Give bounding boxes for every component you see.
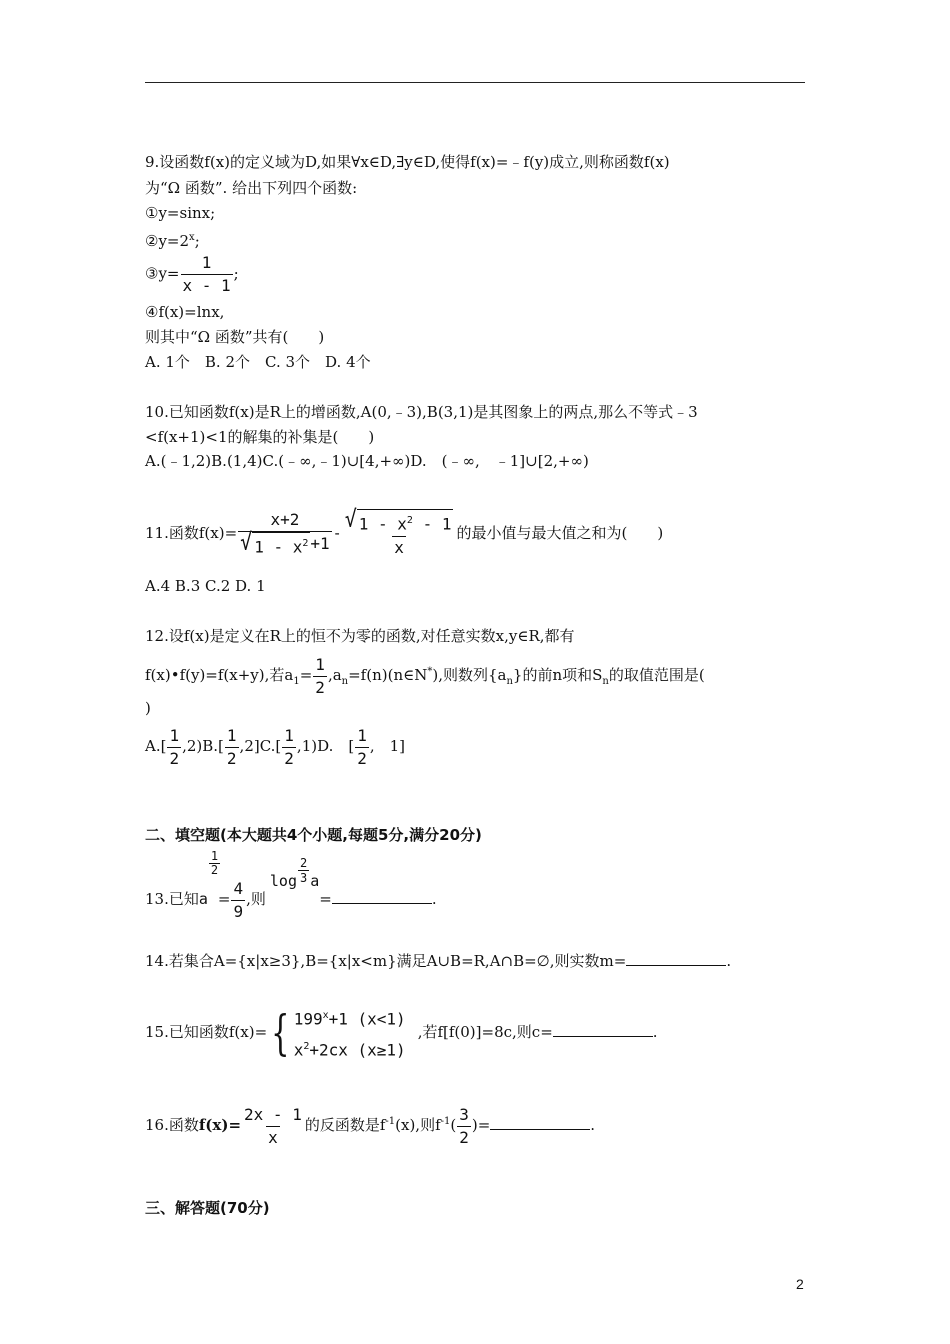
q15-case2-pre: x (293, 1040, 304, 1060)
q12-mid4: }的前n项和S (512, 666, 603, 684)
q16-den: x (268, 1127, 278, 1147)
frac-num: 1 (357, 725, 367, 745)
q12-post: 的取值范围是( (608, 666, 705, 684)
page-number: 2 (796, 1276, 804, 1292)
q12-line1: 12.设f(x)是定义在R上的恒不为零的函数,对任意实数x,y∈R,都有 (145, 627, 575, 645)
q11-frac2-num-post: - 1 (412, 514, 452, 534)
frac-den: 2 (226, 748, 237, 768)
q14-text: 14.若集合A={x|x≥3},B={x|x<m}满足A∪B=R,A∩B=∅,则实数m= (145, 952, 627, 970)
q13-exp-num: 1 (210, 849, 219, 863)
q13-eq: = (217, 890, 231, 908)
q13-log-base-den: 3 (299, 871, 308, 885)
q16-arg-den: 2 (459, 1127, 469, 1147)
q12-eq: = (299, 666, 313, 684)
sqrt-sign: √ $1 - x^2 - 1$ (344, 505, 452, 534)
frac-den: 2 (169, 748, 180, 768)
header-rule (145, 82, 805, 83)
q11-options: A.4 B.3 C.2 D. 1 (145, 577, 266, 595)
q9-item3-post: ; (233, 264, 239, 283)
q16-end: . (590, 1116, 596, 1134)
q12-opt-b-frac (225, 725, 239, 770)
q14-answer-blank[interactable] (626, 949, 726, 966)
q15-post: ,若f[f(0)]=8c,则c= (417, 1023, 553, 1041)
q9-item2-pre: ②y=2 (145, 232, 190, 250)
q11-frac1-radicand: 1 - x (254, 537, 303, 557)
q11-frac1-denominator (238, 528, 332, 558)
q13-line (145, 849, 437, 924)
frac-den: 2 (357, 748, 367, 768)
q9-options: A. 1个 B. 2个 C. 3个 D. 4个 (145, 353, 371, 371)
q13-exponent (209, 850, 220, 877)
q9-item3-fraction (181, 252, 233, 297)
q12-sub1: 1 (293, 676, 300, 687)
q15-case1-post: +1 (x<1) (328, 1009, 406, 1028)
q13-then: ,则 (246, 890, 266, 908)
q12-opt-c-post: ,1)D. [ (296, 737, 355, 755)
q16-arg-fraction (457, 1104, 471, 1149)
q12-line3: ) (145, 699, 151, 717)
q13-answer-blank[interactable] (332, 887, 432, 904)
q12-opt-c-frac (282, 725, 296, 770)
q13-val-den: 9 (233, 901, 244, 921)
q14-line (145, 949, 731, 971)
q14-end: . (726, 952, 732, 970)
sqrt-sign: √ $1 - x^2$ (240, 528, 309, 557)
q12-opt-a-post: ,2)B.[ (182, 737, 224, 755)
q15-end: . (652, 1023, 658, 1041)
q12-opt-d-frac (355, 725, 369, 770)
q12-opt-d-post: , 1] (369, 737, 406, 755)
q12-subn2: n (506, 676, 513, 687)
q12-mid3: ),则数列{a (432, 666, 507, 684)
q13-end: . (431, 890, 437, 908)
q12-line2 (145, 650, 705, 704)
q11-line (145, 505, 664, 559)
q15-cases (294, 1002, 406, 1065)
q9-item3-denominator: x - 1 (182, 276, 231, 295)
q12-options (145, 724, 405, 770)
q15-case1-exp: x (322, 1009, 329, 1021)
q9-line2: 为“Ω 函数”. 给出下列四个函数: (145, 179, 358, 197)
q12-opt-b-post: ,2]C.[ (239, 737, 282, 755)
q11-fraction2 (343, 505, 456, 558)
q15-line (145, 1000, 658, 1064)
q9-item2-exp: x (189, 232, 195, 243)
q12-opt-a-pre: A.[ (145, 737, 167, 755)
q11-frac2-numerator (343, 505, 456, 535)
q9-item2-post: ; (194, 232, 200, 250)
q16-function: f(x)= (198, 1116, 242, 1134)
q12-star: * (427, 666, 433, 677)
q10-options: A.(﹣1,2)B.(1,4)C.(﹣∞,﹣1)∪[4,+∞)D. (﹣∞, ﹣1]∪[2,+∞) (145, 452, 589, 470)
q9-item2 (145, 228, 200, 251)
q16-inverse-sup2: -1 (440, 1116, 451, 1127)
q16-answer-blank[interactable] (490, 1113, 590, 1130)
q16-mid2: (x),则f (395, 1116, 441, 1134)
q12-line2-pre: f(x)•f(y)=f(x+y),若a (145, 666, 294, 684)
q11-fraction1 (238, 509, 332, 558)
section3-heading: 三、解答题(70分) (145, 1199, 270, 1217)
q13-power (198, 849, 219, 924)
q11-pre: 11.函数f(x)= (145, 524, 238, 542)
q16-inverse-sup1: -1 (385, 1116, 396, 1127)
q11-post: 的最小值与最大值之和为( ) (456, 524, 664, 542)
q16-pre: 16.函数 (145, 1116, 199, 1134)
q12-mid2: =f(n)(n∈N (348, 666, 428, 684)
q11-frac1-exp: 2 (302, 538, 309, 550)
q12-half-den: 2 (315, 677, 325, 697)
q13-val-num: 4 (233, 878, 244, 898)
q13-log-base-num: 2 (299, 856, 308, 870)
q13-value-frac (231, 878, 245, 923)
q10-line2: <f(x+1)<1的解集的补集是( ) (145, 428, 375, 446)
q16-fraction (242, 1104, 304, 1149)
q15-answer-blank[interactable] (553, 1020, 653, 1037)
frac-num: 1 (284, 725, 294, 745)
q16-mid: 的反函数是f (304, 1116, 386, 1134)
q13-log-base (298, 856, 309, 885)
q12-half-fraction (313, 654, 327, 699)
q13-log-arg: a (310, 872, 320, 890)
q11-frac1-den-post: +1 (310, 534, 330, 554)
q13-post-eq: = (319, 890, 332, 908)
q13-base: a (198, 890, 208, 908)
q12-subn: n (341, 676, 349, 687)
q15-case1 (294, 1002, 406, 1033)
q12-subn3: n (602, 676, 609, 687)
q13-pre: 13.已知 (145, 890, 199, 908)
q16-post: )= (471, 1116, 491, 1134)
frac-num: 1 (169, 725, 180, 745)
q15-case2 (294, 1033, 406, 1064)
q9-line1: 9.设函数f(x)的定义域为D,如果∀x∈D,∃y∈D,使得f(x)=﹣f(y)成立,则称函数f(x) (145, 153, 670, 171)
q12-opt-a-frac (167, 725, 181, 770)
q9-item4: ④f(x)=lnx, (145, 303, 225, 321)
q11-frac2-denominator: x (394, 537, 404, 557)
q15-case2-exp: 2 (303, 1041, 310, 1052)
q16-line (145, 1098, 595, 1149)
q11-minus: - (332, 524, 342, 542)
q16-num: 2x - 1 (244, 1104, 302, 1124)
section2-heading: 二、填空题(本大题共4个小题,每题5分,满分20分) (145, 826, 482, 844)
q12-mid: ,a (327, 666, 342, 684)
q11-frac2-radicand: 1 - x (358, 514, 407, 534)
q9-question: 则其中“Ω 函数”共有( ) (145, 328, 325, 346)
q9-item3-numerator: 1 (201, 253, 212, 272)
q13-exp-den: 2 (210, 863, 219, 877)
q15-pre: 15.已知函数f(x)= (145, 1023, 268, 1041)
q11-frac1-numerator: x+2 (270, 510, 300, 530)
q15-case1-pre: 199 (293, 1009, 323, 1028)
q15-case2-post: +2cx (x≥1) (309, 1040, 406, 1060)
q13-log-text: log (269, 872, 297, 890)
q13-log (270, 856, 319, 906)
frac-num: 1 (226, 725, 237, 745)
frac-den: 2 (284, 748, 294, 768)
q16-arg-num: 3 (459, 1104, 469, 1124)
q9-item3 (145, 252, 239, 297)
q12-half-num: 1 (315, 654, 325, 674)
q9-item3-pre: ③y= (145, 264, 180, 283)
left-brace-icon: { (271, 1005, 290, 1061)
q11-frac2-exp: 2 (406, 515, 413, 527)
q9-item1: ①y=sinx; (145, 204, 216, 222)
q10-line1: 10.已知函数f(x)是R上的增函数,A(0,﹣3),B(3,1)是其图象上的两点,那么不等式﹣3 (145, 403, 698, 421)
q16-mid3: ( (450, 1116, 457, 1134)
